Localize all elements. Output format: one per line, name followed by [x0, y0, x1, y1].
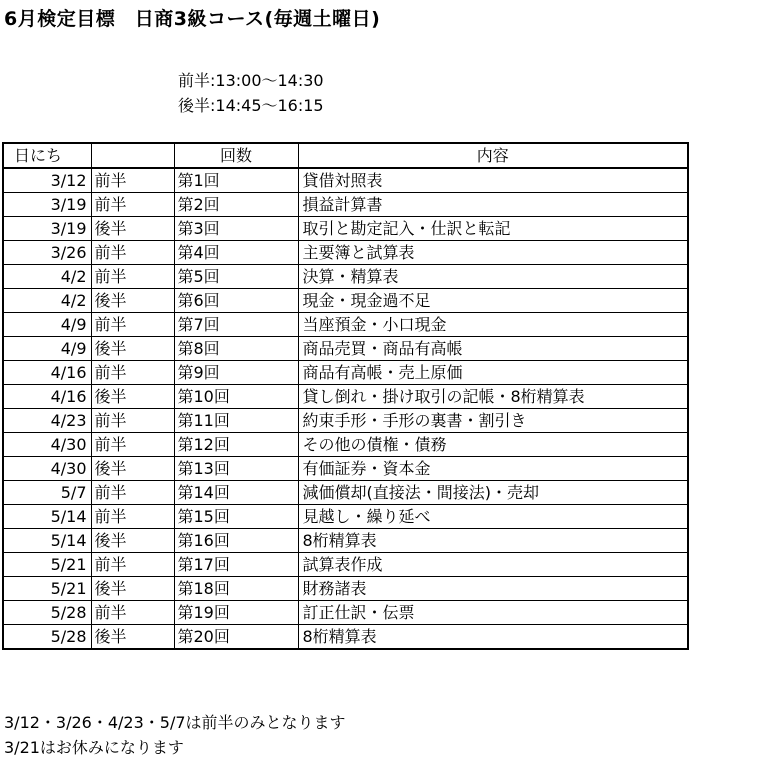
table-row [3, 168, 688, 193]
schedule-body [3, 168, 688, 649]
cell-session: 第8回 [174, 337, 298, 361]
cell-half: 後半 [91, 217, 174, 241]
cell-session: 第2回 [174, 193, 298, 217]
cell-half: 前半 [91, 168, 174, 193]
table-row [3, 577, 688, 601]
cell-content: 損益計算書 [298, 193, 688, 217]
cell-half: 前半 [91, 433, 174, 457]
cell-date: 4/9 [3, 313, 91, 337]
cell-date: 5/28 [3, 601, 91, 625]
cell-session: 第4回 [174, 241, 298, 265]
table-row [3, 457, 688, 481]
cell-half: 後半 [91, 457, 174, 481]
header-half [91, 143, 174, 168]
cell-date: 5/21 [3, 577, 91, 601]
first-half-time: 前半:13:00～14:30 [178, 71, 324, 90]
cell-half: 前半 [91, 409, 174, 433]
cell-content: 8桁精算表 [298, 625, 688, 650]
table-row [3, 337, 688, 361]
cell-session: 第3回 [174, 217, 298, 241]
cell-content: 商品有高帳・売上原価 [298, 361, 688, 385]
cell-half: 前半 [91, 313, 174, 337]
cell-date: 3/26 [3, 241, 91, 265]
table-row [3, 625, 688, 650]
cell-content: 8桁精算表 [298, 529, 688, 553]
cell-date: 3/19 [3, 193, 91, 217]
cell-session: 第11回 [174, 409, 298, 433]
cell-half: 前半 [91, 241, 174, 265]
table-row [3, 265, 688, 289]
cell-content: 有価証券・資本金 [298, 457, 688, 481]
cell-session: 第20回 [174, 625, 298, 650]
cell-session: 第18回 [174, 577, 298, 601]
table-header-row [3, 143, 688, 168]
header-content: 内容 [298, 143, 688, 168]
table-row [3, 601, 688, 625]
cell-session: 第12回 [174, 433, 298, 457]
cell-date: 4/2 [3, 265, 91, 289]
cell-session: 第17回 [174, 553, 298, 577]
cell-content: 貸し倒れ・掛け取引の記帳・8桁精算表 [298, 385, 688, 409]
table-row [3, 409, 688, 433]
cell-half: 前半 [91, 265, 174, 289]
cell-date: 5/28 [3, 625, 91, 650]
schedule-table [2, 142, 689, 650]
table-row [3, 553, 688, 577]
cell-content: 商品売買・商品有高帳 [298, 337, 688, 361]
cell-session: 第1回 [174, 168, 298, 193]
cell-half: 前半 [91, 601, 174, 625]
cell-date: 4/30 [3, 433, 91, 457]
cell-content: 試算表作成 [298, 553, 688, 577]
cell-date: 4/16 [3, 385, 91, 409]
cell-session: 第14回 [174, 481, 298, 505]
notes [4, 710, 346, 760]
cell-half: 前半 [91, 193, 174, 217]
table-row [3, 289, 688, 313]
cell-half: 前半 [91, 553, 174, 577]
cell-content: 当座預金・小口現金 [298, 313, 688, 337]
table-row [3, 505, 688, 529]
cell-date: 5/14 [3, 505, 91, 529]
cell-session: 第6回 [174, 289, 298, 313]
page-title: 6月検定目標 日商3級コース(毎週土曜日) [4, 8, 381, 30]
cell-content: 貸借対照表 [298, 168, 688, 193]
cell-half: 前半 [91, 361, 174, 385]
table-row [3, 385, 688, 409]
cell-content: 約束手形・手形の裏書・割引き [298, 409, 688, 433]
cell-content: その他の債権・債務 [298, 433, 688, 457]
cell-date: 5/7 [3, 481, 91, 505]
table-row [3, 241, 688, 265]
cell-date: 3/19 [3, 217, 91, 241]
cell-content: 財務諸表 [298, 577, 688, 601]
header-session: 回数 [174, 143, 298, 168]
session-times [178, 68, 324, 118]
table-row [3, 433, 688, 457]
cell-date: 5/14 [3, 529, 91, 553]
cell-session: 第7回 [174, 313, 298, 337]
cell-content: 現金・現金過不足 [298, 289, 688, 313]
cell-date: 4/2 [3, 289, 91, 313]
cell-content: 減価償却(直接法・間接法)・売却 [298, 481, 688, 505]
cell-half: 後半 [91, 577, 174, 601]
table-row [3, 193, 688, 217]
second-half-time: 後半:14:45～16:15 [178, 96, 324, 115]
cell-session: 第13回 [174, 457, 298, 481]
cell-session: 第10回 [174, 385, 298, 409]
cell-date: 4/9 [3, 337, 91, 361]
cell-session: 第19回 [174, 601, 298, 625]
table-row [3, 361, 688, 385]
cell-session: 第9回 [174, 361, 298, 385]
note-first-half-only: 3/12・3/26・4/23・5/7は前半のみとなります [4, 713, 346, 732]
cell-session: 第16回 [174, 529, 298, 553]
cell-half: 後半 [91, 385, 174, 409]
table-row [3, 217, 688, 241]
cell-half: 前半 [91, 505, 174, 529]
cell-half: 前半 [91, 481, 174, 505]
cell-half: 後半 [91, 337, 174, 361]
cell-content: 取引と勘定記入・仕訳と転記 [298, 217, 688, 241]
cell-date: 5/21 [3, 553, 91, 577]
cell-half: 後半 [91, 289, 174, 313]
table-row [3, 529, 688, 553]
cell-date: 3/12 [3, 168, 91, 193]
cell-half: 後半 [91, 625, 174, 650]
header-date: 日にち [3, 143, 91, 168]
note-holiday: 3/21はお休みになります [4, 738, 184, 757]
cell-content: 見越し・繰り延べ [298, 505, 688, 529]
cell-content: 決算・精算表 [298, 265, 688, 289]
table-row [3, 313, 688, 337]
table-row [3, 481, 688, 505]
cell-date: 4/16 [3, 361, 91, 385]
cell-session: 第5回 [174, 265, 298, 289]
cell-content: 主要簿と試算表 [298, 241, 688, 265]
cell-date: 4/30 [3, 457, 91, 481]
cell-content: 訂正仕訳・伝票 [298, 601, 688, 625]
cell-session: 第15回 [174, 505, 298, 529]
cell-half: 後半 [91, 529, 174, 553]
cell-date: 4/23 [3, 409, 91, 433]
